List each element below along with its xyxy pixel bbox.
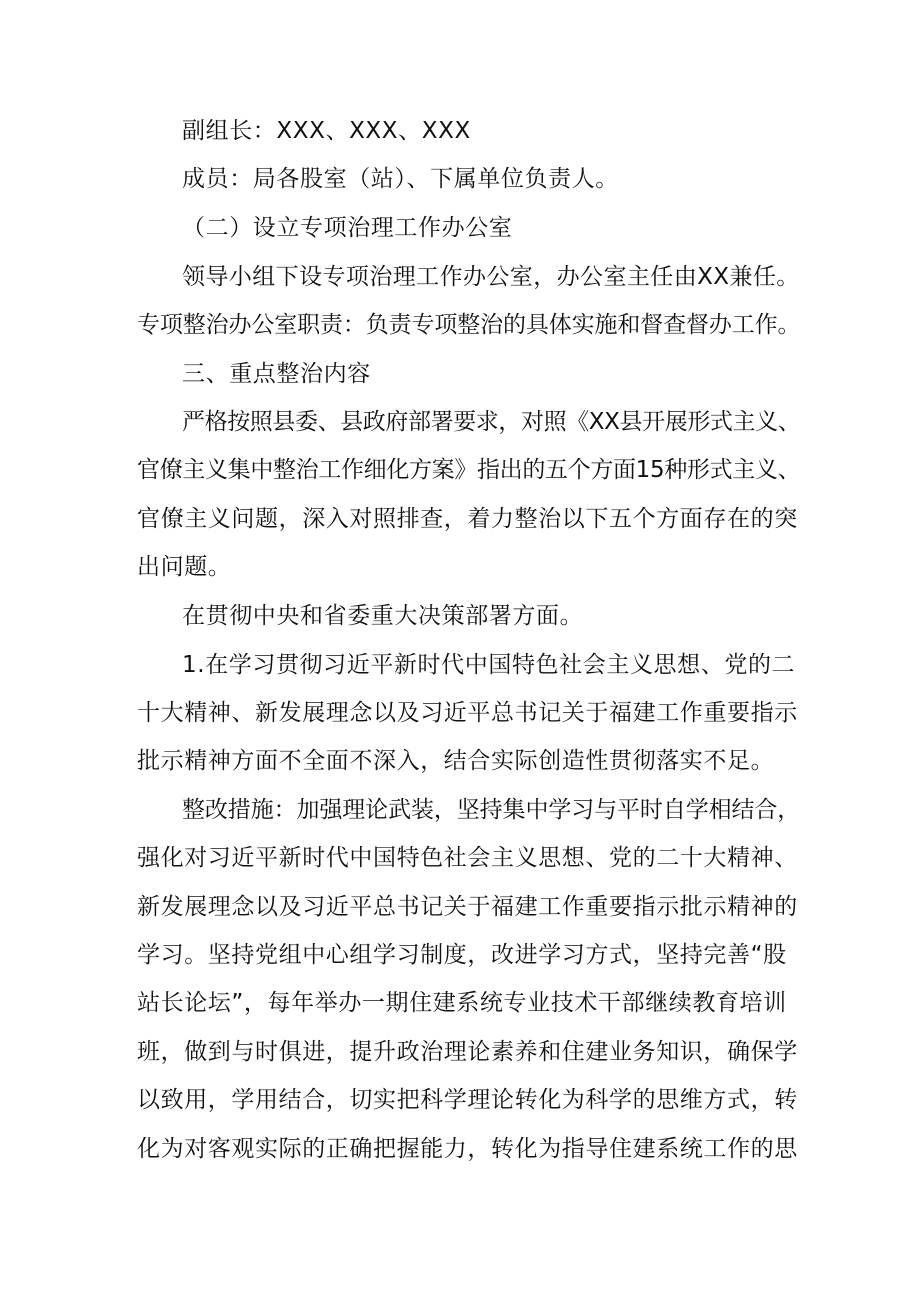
- paragraph-line: 专项整治办公室职责：负责专项整治的具体实施和督查督办工作。: [137, 312, 801, 338]
- measures-line: 新发展理念以及习近平总书记关于福建工作重要指示批示精神的: [137, 894, 798, 920]
- measures-line: 班，做到与时俱进，提升政治理论素养和住建业务知识，确保学: [137, 1039, 798, 1065]
- paragraph-line: 在贯彻中央和省委重大决策部署方面。: [182, 603, 584, 629]
- paragraph-line: 严格按照县委、县政府部署要求，对照《XX县开展形式主义、: [182, 409, 801, 435]
- paragraph-line: 出问题。: [137, 554, 232, 580]
- measures-line: 强化对习近平新时代中国特色社会主义思想、党的二十大精神、: [137, 845, 798, 871]
- measures-line: 学习。坚持党组中心组学习制度，改进学习方式，坚持完善“股: [137, 942, 787, 968]
- measures-line: 化为对客观实际的正确把握能力，转化为指导住建系统工作的思: [137, 1136, 798, 1162]
- list-item-1-line: 1.在学习贯彻习近平新时代中国特色社会主义思想、党的二: [182, 652, 796, 678]
- measures-line: 以致用，学用结合，切实把科学理论转化为科学的思维方式，转: [137, 1087, 798, 1113]
- measures-line: 整改措施：加强理论武装，坚持集中学习与平时自学相结合，: [182, 797, 801, 823]
- paragraph-line: 官僚主义问题，深入对照排查，着力整治以下五个方面存在的突: [137, 506, 798, 532]
- section-heading-office: （二）设立专项治理工作办公室: [182, 215, 513, 241]
- list-item-1-line: 十大精神、新发展理念以及习近平总书记关于福建工作重要指示: [137, 700, 798, 726]
- measures-line: 站长论坛”，每年举办一期住建系统专业技术干部继续教育培训: [137, 990, 787, 1016]
- vice-leader-line: 副组长：XXX、XXX、XXX: [182, 118, 471, 144]
- members-line: 成员：局各股室（站）、下属单位负责人。: [182, 166, 619, 192]
- paragraph-line: 官僚主义集中整治工作细化方案》指出的五个方面15种形式主义、: [137, 457, 801, 483]
- list-item-1-line: 批示精神方面不全面不深入，结合实际创造性贯彻落实不足。: [137, 748, 775, 774]
- paragraph-line: 领导小组下设专项治理工作办公室，办公室主任由XX兼任。: [182, 264, 800, 290]
- section-heading-key-content: 三、重点整治内容: [182, 361, 371, 387]
